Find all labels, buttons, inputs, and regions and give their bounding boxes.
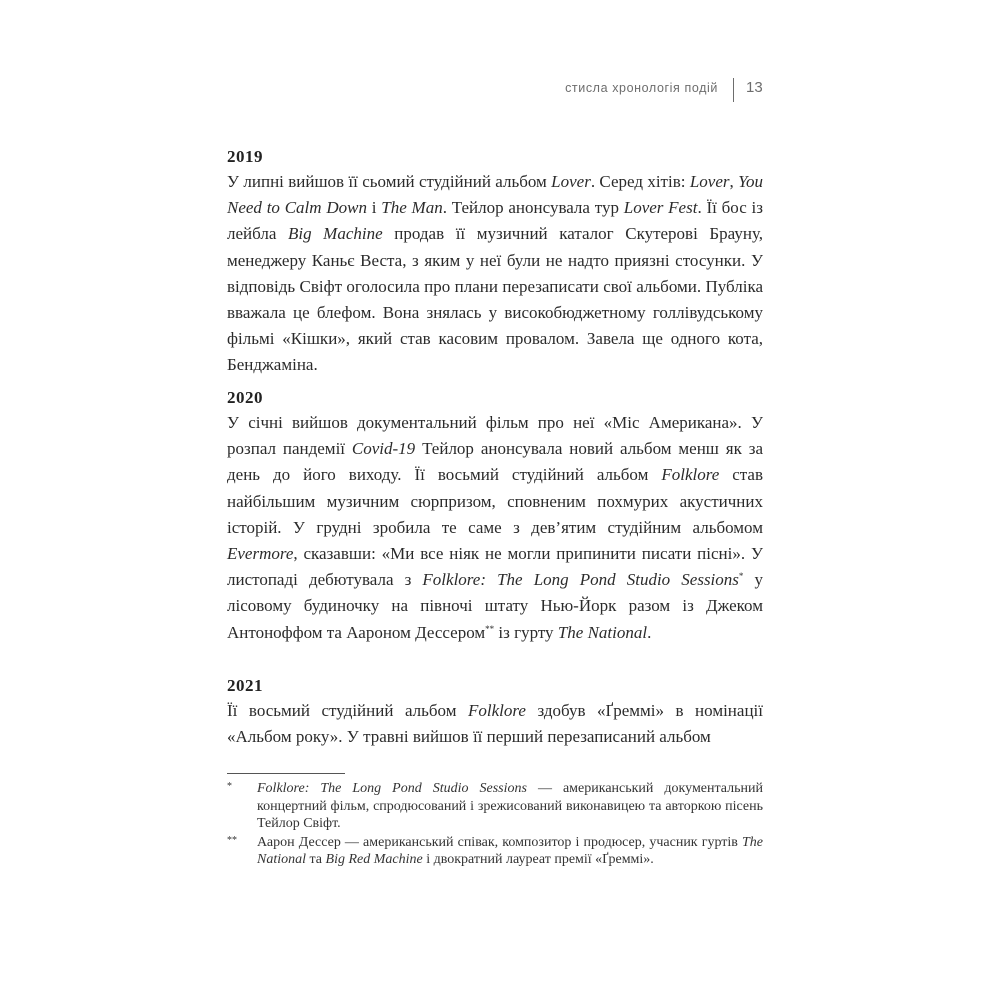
text-run: у лісовому будиночку на півночі штату Нью-Йорк разом із Джеком Антоноффом та Аароном Дессером [227,570,764,642]
section-paragraph [227,698,763,750]
text-run: Її восьмий студійний альбом [227,701,469,720]
italic-title: Lover [551,172,591,191]
footnote-reference: * [738,571,744,582]
footnote-reference: ** [485,623,495,634]
text-run: та [306,852,326,867]
text-run: продав її музичний каталог Скутерові Брауну, менеджеру Каньє Веста, з яким у неї були не надто приязні стосунки. У відповідь Свіфт оголосила про плани перезаписати свої альбоми. Публіка вважала це блефом. Вона знялась у високобюджетному голлівудському фільмі «Кішки», який став касовим провалом. Завела ще одного кота, Бенджаміна. [227,224,763,375]
text-run: і двократний лауреат премії «Ґреммі». [422,852,654,867]
italic-title: You Need to Calm Down [227,172,763,218]
section-year: 2021 [227,676,263,695]
text-run: . Серед хітів: [590,172,690,191]
section-paragraph [227,169,763,379]
section-paragraph [227,410,763,646]
running-header [560,78,770,102]
italic-title: The National [557,622,648,642]
italic-title: The Man [381,198,443,218]
italic-title: Big Red Machine [325,852,423,867]
text-run: здобув «Ґреммі» в номінації «Альбом року». У травні вийшов її перший перезаписаний альбом [227,701,763,747]
text-run: — американський документальний концертний фільм, спродюсований і зрежисований виконавицею та авторкою пісень Тейлор Свіфт. [257,781,763,831]
section-2020 [227,387,763,646]
header-divider [733,78,734,102]
footnotes [227,780,763,869]
text-run: У січні вийшов документальний фільм про неї «Міс Американа». У розпал пандемії [227,413,763,459]
text-run: Тейлор анонсувала новий альбом менш як за день до його виходу. Її восьмий студійний альбом [227,439,763,485]
footnote-text [257,781,763,831]
section-year: 2019 [227,147,263,166]
section-2019 [227,146,763,379]
running-title: стисла хронологія подій [565,81,718,95]
footnote-marker: ** [227,834,237,846]
text-run: із гурту [494,622,558,642]
text-run: став найбільшим музичним сюрпризом, сповненим похмурих акустичних історій. У грудні зробила те саме з дев’ятим студійним альбомом [227,465,763,537]
italic-title: Folklore: The Long Pond Studio Sessions [257,781,527,796]
italic-title: Folklore [468,701,526,720]
italic-title: Folklore [661,465,720,485]
footnote-marker: * [227,781,232,792]
italic-title: Evermore [227,544,294,564]
footnote-1 [227,780,763,833]
text-run: Аарон Дессер — американський співак, композитор і продюсер, учасник гуртів [257,834,742,850]
footnote-2 [227,834,763,869]
section-year: 2020 [227,388,263,407]
text-run: . Тейлор анонсувала тур [442,198,624,218]
text-run: . [647,622,652,642]
page-number: 13 [746,79,763,96]
italic-title: Covid-19 [351,439,416,459]
italic-title: Lover Fest [623,198,698,218]
italic-title: Lover [689,172,730,191]
section-2021 [227,675,763,750]
italic-title: The National [257,834,763,867]
italic-title: Big Machine [287,224,383,244]
text-run: У липні вийшов її сьомий студійний альбом [227,172,552,191]
text-run: і [366,198,382,218]
text-run: , сказавши: «Ми все ніяк не могли припинити писати пісні». У листопаді дебютувала з [227,544,763,590]
footnote-text [257,835,763,868]
text-run: , [729,172,739,191]
italic-title: Folklore: The Long Pond Studio Sessions [422,570,739,590]
text-run: . Її бос із лейбла [227,198,763,244]
footnote-divider [227,773,345,774]
